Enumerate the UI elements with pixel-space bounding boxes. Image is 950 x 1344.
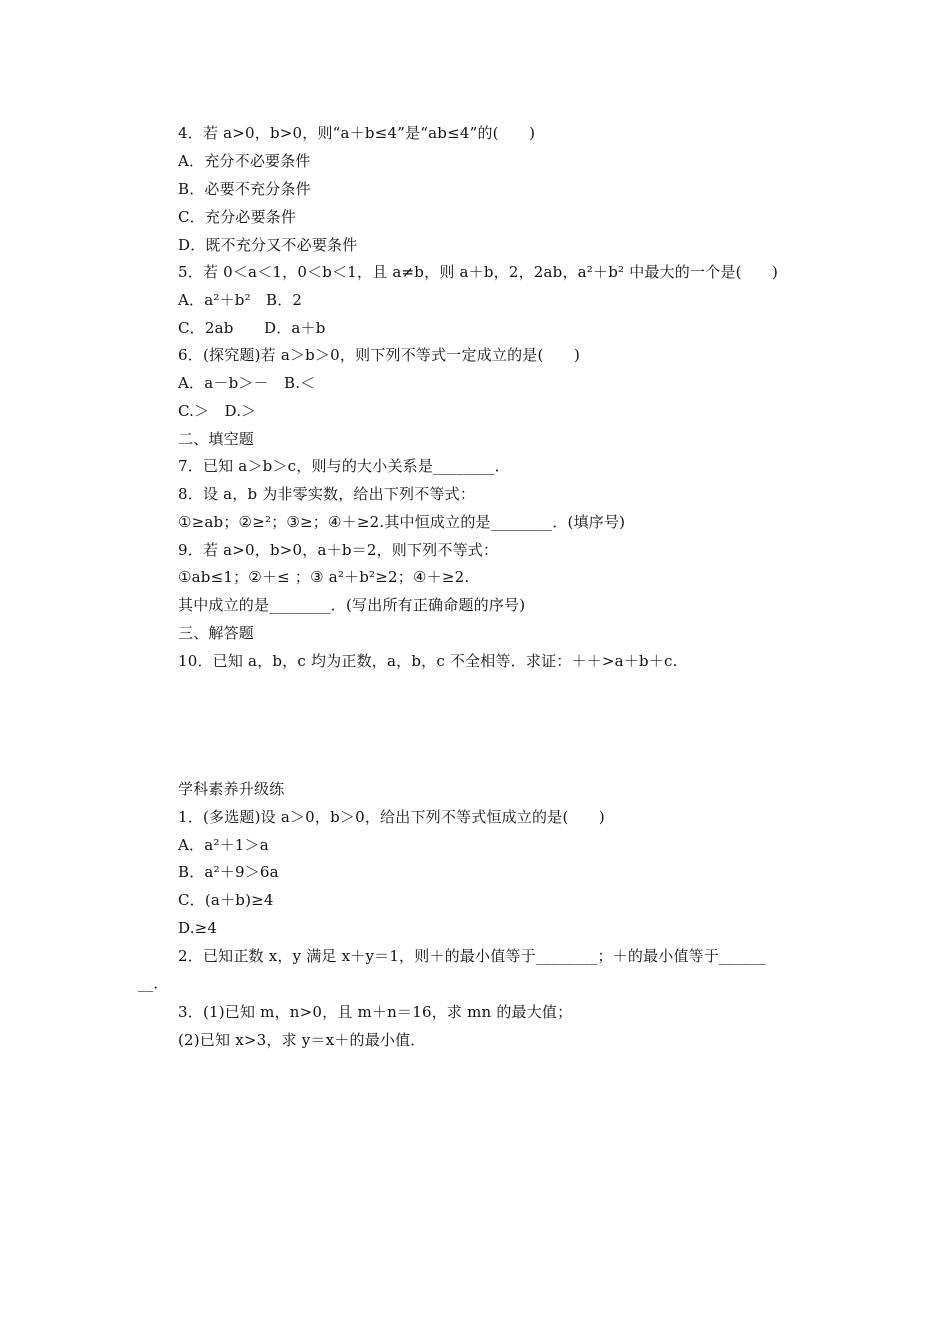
upgrade-question-2-cont: __． — [138, 974, 169, 992]
option-4a: A．充分不必要条件 — [178, 152, 311, 170]
upgrade-question-1: 1．(多选题)设 a＞0，b＞0，给出下列不等式恒成立的是( ) — [178, 808, 605, 826]
question-10: 10．已知 a，b，c 均为正数，a，b，c 不全相等．求证：＋＋>a＋b＋c. — [178, 652, 678, 670]
upgrade-option-1b: B．a²＋9＞6a — [178, 863, 279, 881]
upgrade-option-1a: A．a²＋1＞a — [178, 836, 269, 854]
upgrade-option-1c: C．(a＋b)≥4 — [178, 891, 274, 909]
question-7: 7．已知 a＞b＞c，则与的大小关系是________． — [178, 457, 510, 475]
question-4: 4．若 a>0，b>0，则“a＋b≤4”是“ab≤4”的( ) — [178, 124, 536, 142]
options-5cd: C．2ab D．a＋b — [178, 319, 326, 337]
question-5: 5．若 0＜a＜1，0＜b＜1，且 a≠b，则 a＋b，2，2ab，a²＋b² 中最大的一个是( ) — [178, 263, 779, 281]
question-9-prompt: 其中成立的是________．(写出所有正确命题的序号) — [178, 596, 526, 614]
options-5ab: A．a²＋b² B．2 — [178, 291, 303, 309]
upgrade-question-3-part1: 3．(1)已知 m，n>0，且 m＋n＝16，求 mn 的最大值； — [178, 1003, 573, 1021]
option-4b: B．必要不充分条件 — [178, 180, 311, 198]
question-6: 6．(探究题)若 a＞b＞0，则下列不等式一定成立的是( ) — [178, 346, 581, 364]
options-6ab: A．a－b＞－ B.＜ — [178, 374, 316, 392]
section-title-upgrade: 学科素养升级练 — [178, 780, 285, 798]
question-8-items: ①≥ab；②≥²；③≥；④＋≥2.其中恒成立的是________．(填序号) — [178, 513, 626, 531]
upgrade-question-2: 2．已知正数 x，y 满足 x＋y＝1，则＋的最小值等于________；＋的最小值等于______ — [178, 947, 766, 965]
question-9-items: ①ab≤1；②＋≤ ；③ a²＋b²≥2；④＋≥2. — [178, 568, 470, 586]
question-9: 9．若 a>0，b>0，a＋b＝2，则下列不等式： — [178, 541, 499, 559]
option-4c: C．充分必要条件 — [178, 208, 297, 226]
section-heading-answer: 三、解答题 — [178, 624, 255, 642]
upgrade-question-3-part2: (2)已知 x>3，求 y＝x＋的最小值． — [178, 1031, 426, 1049]
option-4d: D．既不充分又不必要条件 — [178, 236, 358, 254]
upgrade-option-1d: D.≥4 — [178, 919, 218, 937]
options-6cd: C.＞ D.＞ — [178, 402, 257, 420]
question-8: 8．设 a，b 为非零实数，给出下列不等式： — [178, 485, 476, 503]
section-heading-fill-blank: 二、填空题 — [178, 430, 255, 448]
